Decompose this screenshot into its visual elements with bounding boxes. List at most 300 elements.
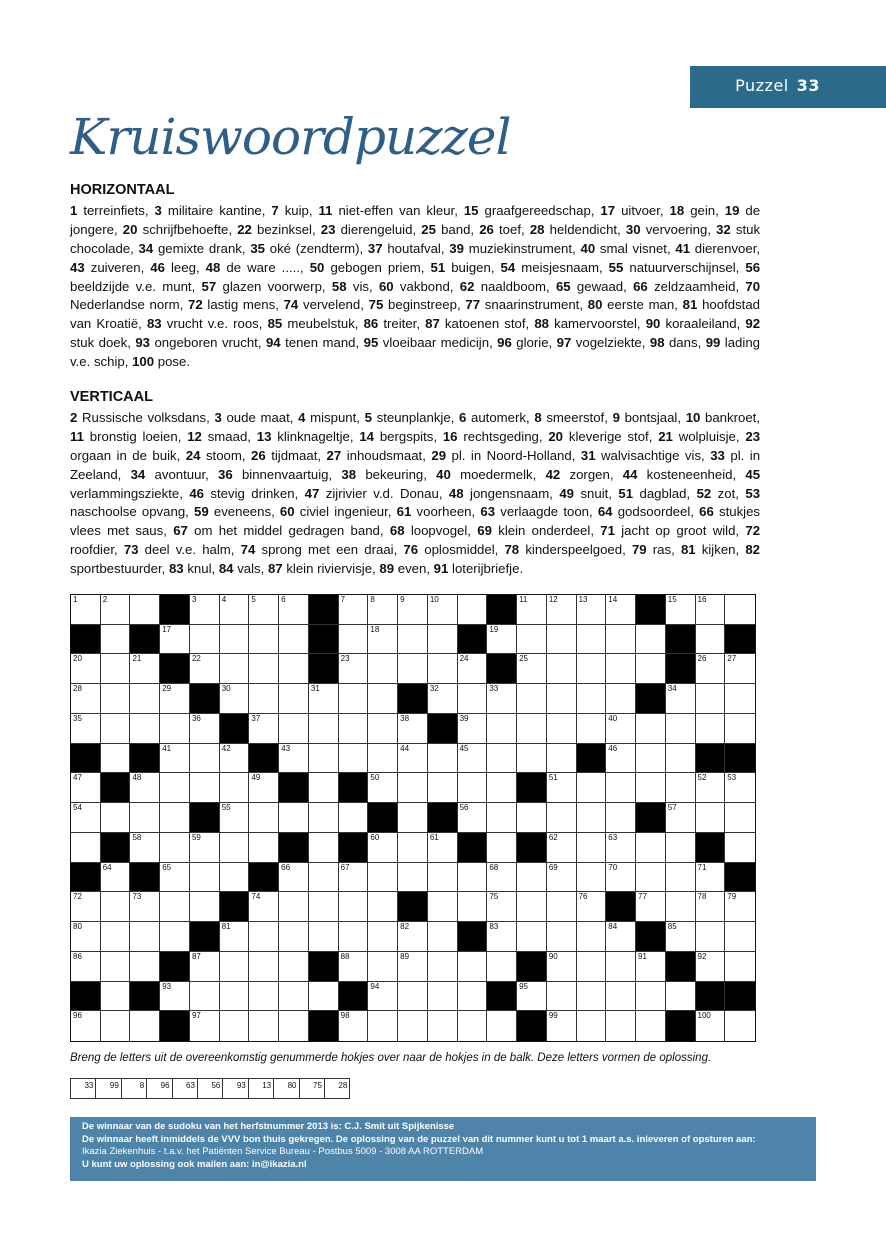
- grid-cell[interactable]: [458, 952, 488, 982]
- grid-cell[interactable]: [190, 892, 220, 922]
- grid-cell[interactable]: [398, 744, 428, 774]
- grid-cell[interactable]: [101, 714, 131, 744]
- grid-cell[interactable]: [636, 654, 666, 684]
- grid-cell[interactable]: [428, 952, 458, 982]
- grid-cell[interactable]: [577, 863, 607, 893]
- grid-cell[interactable]: [101, 744, 131, 774]
- grid-cell[interactable]: [577, 773, 607, 803]
- grid-cell[interactable]: [71, 922, 101, 952]
- grid-cell[interactable]: [190, 744, 220, 774]
- grid-cell[interactable]: [487, 952, 517, 982]
- grid-cell[interactable]: [517, 684, 547, 714]
- grid-cell[interactable]: [696, 863, 726, 893]
- grid-cell[interactable]: [636, 714, 666, 744]
- grid-cell[interactable]: [220, 744, 250, 774]
- solution-box[interactable]: [300, 1079, 325, 1099]
- grid-cell[interactable]: [190, 625, 220, 655]
- grid-cell[interactable]: [220, 654, 250, 684]
- grid-cell[interactable]: [190, 1011, 220, 1041]
- grid-cell[interactable]: [220, 625, 250, 655]
- grid-cell[interactable]: [368, 922, 398, 952]
- grid-cell[interactable]: [636, 773, 666, 803]
- grid-cell[interactable]: [458, 684, 488, 714]
- grid-cell[interactable]: [249, 952, 279, 982]
- solution-box[interactable]: [198, 1079, 223, 1099]
- grid-cell[interactable]: [428, 833, 458, 863]
- cell-number: 8: [370, 595, 375, 604]
- grid-cell[interactable]: [71, 952, 101, 982]
- grid-cell[interactable]: [279, 1011, 309, 1041]
- grid-cell[interactable]: [249, 982, 279, 1012]
- grid-cell[interactable]: [577, 833, 607, 863]
- grid-cell[interactable]: [666, 803, 696, 833]
- grid-cell[interactable]: [487, 714, 517, 744]
- grid-cell[interactable]: [636, 833, 666, 863]
- grid-cell[interactable]: [696, 684, 726, 714]
- horizontal-clue-number: 95: [363, 335, 379, 351]
- grid-cell[interactable]: [130, 922, 160, 952]
- grid-cell[interactable]: [309, 803, 339, 833]
- grid-cell[interactable]: [606, 744, 636, 774]
- grid-cell[interactable]: [696, 773, 726, 803]
- grid-cell[interactable]: [577, 595, 607, 625]
- grid-cell[interactable]: [309, 922, 339, 952]
- grid-cell[interactable]: [190, 595, 220, 625]
- grid-cell[interactable]: [101, 595, 131, 625]
- grid-cell[interactable]: [71, 595, 101, 625]
- grid-cell[interactable]: [190, 714, 220, 744]
- grid-cell[interactable]: [636, 863, 666, 893]
- grid-cell[interactable]: [458, 803, 488, 833]
- grid-cell[interactable]: [309, 773, 339, 803]
- grid-cell[interactable]: [606, 982, 636, 1012]
- grid-cell[interactable]: [666, 684, 696, 714]
- grid-cell[interactable]: [547, 952, 577, 982]
- grid-cell[interactable]: [160, 892, 190, 922]
- grid-cell[interactable]: [577, 714, 607, 744]
- grid-cell[interactable]: [725, 922, 755, 952]
- grid-cell[interactable]: [547, 625, 577, 655]
- grid-cell[interactable]: [309, 833, 339, 863]
- grid-cell[interactable]: [666, 744, 696, 774]
- solution-box[interactable]: [71, 1079, 96, 1099]
- grid-cell[interactable]: [309, 892, 339, 922]
- grid-cell[interactable]: [696, 654, 726, 684]
- grid-cell[interactable]: [696, 714, 726, 744]
- grid-cell[interactable]: [577, 922, 607, 952]
- grid-cell[interactable]: [309, 714, 339, 744]
- grid-cell[interactable]: [458, 982, 488, 1012]
- grid-cell[interactable]: [547, 833, 577, 863]
- grid-cell[interactable]: [517, 595, 547, 625]
- horizontal-clue-number: 46: [150, 259, 165, 275]
- grid-cell[interactable]: [368, 595, 398, 625]
- grid-cell[interactable]: [517, 625, 547, 655]
- grid-cell[interactable]: [279, 654, 309, 684]
- solution-box[interactable]: [249, 1079, 274, 1099]
- grid-cell[interactable]: [160, 625, 190, 655]
- grid-cell[interactable]: [249, 595, 279, 625]
- grid-cell[interactable]: [487, 684, 517, 714]
- grid-cell[interactable]: [725, 833, 755, 863]
- grid-cell[interactable]: [309, 744, 339, 774]
- grid-cell[interactable]: [398, 863, 428, 893]
- grid-cell[interactable]: [368, 684, 398, 714]
- grid-cell[interactable]: [428, 684, 458, 714]
- grid-cell[interactable]: [279, 952, 309, 982]
- grid-cell[interactable]: [398, 952, 428, 982]
- grid-cell[interactable]: [666, 833, 696, 863]
- grid-cell[interactable]: [160, 803, 190, 833]
- grid-cell[interactable]: [606, 922, 636, 952]
- grid-cell[interactable]: [101, 952, 131, 982]
- grid-cell[interactable]: [487, 863, 517, 893]
- grid-cell[interactable]: [458, 1011, 488, 1041]
- grid-cell[interactable]: [547, 744, 577, 774]
- grid-cell[interactable]: [517, 803, 547, 833]
- grid-cell[interactable]: [220, 1011, 250, 1041]
- grid-cell[interactable]: [696, 595, 726, 625]
- grid-cell[interactable]: [606, 1011, 636, 1041]
- grid-cell[interactable]: [458, 744, 488, 774]
- grid-cell[interactable]: [725, 892, 755, 922]
- grid-cell[interactable]: [398, 922, 428, 952]
- grid-cell[interactable]: [458, 714, 488, 744]
- grid-cell[interactable]: [220, 595, 250, 625]
- grid-cell[interactable]: [101, 625, 131, 655]
- grid-cell[interactable]: [249, 654, 279, 684]
- grid-cell[interactable]: [249, 922, 279, 952]
- grid-cell[interactable]: [339, 625, 369, 655]
- grid-cell[interactable]: [368, 654, 398, 684]
- grid-cell[interactable]: [636, 952, 666, 982]
- grid-cell[interactable]: [279, 625, 309, 655]
- grid-cell[interactable]: [339, 803, 369, 833]
- solution-box[interactable]: [147, 1079, 172, 1099]
- grid-cell[interactable]: [130, 595, 160, 625]
- grid-cell[interactable]: [725, 773, 755, 803]
- grid-cell[interactable]: [101, 654, 131, 684]
- grid-cell[interactable]: [160, 684, 190, 714]
- grid-cell[interactable]: [368, 863, 398, 893]
- grid-cell[interactable]: [368, 744, 398, 774]
- grid-cell[interactable]: [577, 952, 607, 982]
- grid-cell[interactable]: [606, 833, 636, 863]
- grid-cell[interactable]: [368, 892, 398, 922]
- grid-cell[interactable]: [160, 714, 190, 744]
- grid-cell[interactable]: [606, 595, 636, 625]
- grid-cell[interactable]: [547, 684, 577, 714]
- grid-cell[interactable]: [666, 714, 696, 744]
- grid-cell[interactable]: [249, 1011, 279, 1041]
- grid-cell[interactable]: [249, 714, 279, 744]
- solution-bar[interactable]: [70, 1078, 350, 1099]
- grid-cell[interactable]: [101, 892, 131, 922]
- black-cell: [666, 654, 696, 684]
- grid-cell[interactable]: [636, 982, 666, 1012]
- solution-box[interactable]: [122, 1079, 147, 1099]
- grid-cell[interactable]: [547, 803, 577, 833]
- grid-cell[interactable]: [725, 714, 755, 744]
- grid-cell[interactable]: [696, 803, 726, 833]
- grid-cell[interactable]: [487, 744, 517, 774]
- grid-cell[interactable]: [339, 1011, 369, 1041]
- grid-cell[interactable]: [725, 684, 755, 714]
- grid-cell[interactable]: [487, 803, 517, 833]
- grid-cell[interactable]: [487, 833, 517, 863]
- grid-cell[interactable]: [160, 773, 190, 803]
- grid-cell[interactable]: [428, 625, 458, 655]
- grid-cell[interactable]: [666, 773, 696, 803]
- grid-cell[interactable]: [487, 625, 517, 655]
- grid-cell[interactable]: [577, 625, 607, 655]
- grid-cell[interactable]: [339, 595, 369, 625]
- grid-cell[interactable]: [606, 714, 636, 744]
- grid-cell[interactable]: [160, 922, 190, 952]
- grid-cell[interactable]: [577, 654, 607, 684]
- grid-cell[interactable]: [220, 922, 250, 952]
- grid-cell[interactable]: [577, 684, 607, 714]
- grid-cell[interactable]: [101, 1011, 131, 1041]
- grid-cell[interactable]: [130, 803, 160, 833]
- grid-cell[interactable]: [458, 773, 488, 803]
- grid-cell[interactable]: [696, 922, 726, 952]
- grid-cell[interactable]: [398, 982, 428, 1012]
- grid-cell[interactable]: [428, 892, 458, 922]
- grid-cell[interactable]: [517, 654, 547, 684]
- grid-cell[interactable]: [458, 654, 488, 684]
- grid-cell[interactable]: [160, 982, 190, 1012]
- grid-cell[interactable]: [339, 892, 369, 922]
- grid-cell[interactable]: [666, 595, 696, 625]
- grid-cell[interactable]: [666, 892, 696, 922]
- grid-cell[interactable]: [249, 803, 279, 833]
- grid-cell[interactable]: [101, 922, 131, 952]
- grid-cell[interactable]: [220, 863, 250, 893]
- grid-cell[interactable]: [547, 714, 577, 744]
- grid-cell[interactable]: [517, 714, 547, 744]
- grid-cell[interactable]: [190, 654, 220, 684]
- grid-cell[interactable]: [249, 684, 279, 714]
- grid-cell[interactable]: [71, 714, 101, 744]
- grid-cell[interactable]: [339, 714, 369, 744]
- grid-cell[interactable]: [428, 1011, 458, 1041]
- grid-cell[interactable]: [160, 833, 190, 863]
- solution-box[interactable]: [325, 1079, 350, 1099]
- grid-cell[interactable]: [458, 863, 488, 893]
- grid-cell[interactable]: [517, 922, 547, 952]
- solution-box[interactable]: [274, 1079, 299, 1099]
- grid-cell[interactable]: [368, 625, 398, 655]
- grid-cell[interactable]: [71, 1011, 101, 1041]
- grid-cell[interactable]: [398, 714, 428, 744]
- grid-cell[interactable]: [636, 1011, 666, 1041]
- grid-cell[interactable]: [220, 684, 250, 714]
- grid-cell[interactable]: [458, 892, 488, 922]
- grid-cell[interactable]: [190, 982, 220, 1012]
- grid-cell[interactable]: [130, 833, 160, 863]
- grid-cell[interactable]: [71, 892, 101, 922]
- grid-cell[interactable]: [130, 684, 160, 714]
- grid-cell[interactable]: [309, 863, 339, 893]
- grid-cell[interactable]: [368, 1011, 398, 1041]
- grid-cell[interactable]: [130, 654, 160, 684]
- grid-cell[interactable]: [339, 863, 369, 893]
- grid-cell[interactable]: [547, 982, 577, 1012]
- grid-cell[interactable]: [606, 773, 636, 803]
- grid-cell[interactable]: [666, 982, 696, 1012]
- grid-cell[interactable]: [606, 952, 636, 982]
- grid-cell[interactable]: [220, 803, 250, 833]
- grid-cell[interactable]: [577, 1011, 607, 1041]
- grid-cell[interactable]: [725, 952, 755, 982]
- grid-cell[interactable]: [428, 773, 458, 803]
- grid-cell[interactable]: [249, 773, 279, 803]
- grid-cell[interactable]: [339, 684, 369, 714]
- grid-cell[interactable]: [487, 773, 517, 803]
- grid-cell[interactable]: [636, 625, 666, 655]
- grid-cell[interactable]: [101, 982, 131, 1012]
- grid-cell[interactable]: [666, 863, 696, 893]
- grid-cell[interactable]: [398, 625, 428, 655]
- grid-cell[interactable]: [606, 625, 636, 655]
- grid-cell[interactable]: [428, 654, 458, 684]
- grid-cell[interactable]: [428, 744, 458, 774]
- grid-cell[interactable]: [725, 803, 755, 833]
- crossword-grid[interactable]: [70, 594, 756, 1042]
- grid-cell[interactable]: [547, 863, 577, 893]
- grid-cell[interactable]: [696, 892, 726, 922]
- grid-cell[interactable]: [190, 773, 220, 803]
- grid-cell[interactable]: [220, 833, 250, 863]
- solution-box[interactable]: [96, 1079, 121, 1099]
- grid-cell[interactable]: [368, 982, 398, 1012]
- grid-cell[interactable]: [190, 952, 220, 982]
- grid-cell[interactable]: [606, 803, 636, 833]
- grid-cell[interactable]: [428, 595, 458, 625]
- grid-cell[interactable]: [398, 773, 428, 803]
- grid-cell[interactable]: [398, 833, 428, 863]
- grid-cell[interactable]: [696, 952, 726, 982]
- grid-cell[interactable]: [368, 714, 398, 744]
- grid-cell[interactable]: [279, 714, 309, 744]
- grid-cell[interactable]: [339, 744, 369, 774]
- grid-cell[interactable]: [71, 803, 101, 833]
- grid-cell[interactable]: [309, 982, 339, 1012]
- grid-cell[interactable]: [220, 773, 250, 803]
- grid-cell[interactable]: [487, 922, 517, 952]
- grid-cell[interactable]: [696, 1011, 726, 1041]
- grid-cell[interactable]: [130, 714, 160, 744]
- grid-cell[interactable]: [547, 773, 577, 803]
- grid-cell[interactable]: [606, 654, 636, 684]
- grid-cell[interactable]: [487, 892, 517, 922]
- grid-cell[interactable]: [279, 982, 309, 1012]
- grid-cell[interactable]: [339, 654, 369, 684]
- grid-cell[interactable]: [339, 922, 369, 952]
- grid-cell[interactable]: [398, 803, 428, 833]
- grid-cell[interactable]: [220, 982, 250, 1012]
- grid-cell[interactable]: [368, 833, 398, 863]
- grid-cell[interactable]: [547, 1011, 577, 1041]
- grid-cell[interactable]: [101, 684, 131, 714]
- grid-cell[interactable]: [725, 654, 755, 684]
- grid-cell[interactable]: [249, 833, 279, 863]
- grid-cell[interactable]: [547, 595, 577, 625]
- grid-cell[interactable]: [487, 1011, 517, 1041]
- grid-cell[interactable]: [725, 1011, 755, 1041]
- grid-cell[interactable]: [577, 892, 607, 922]
- grid-cell[interactable]: [606, 863, 636, 893]
- grid-cell[interactable]: [309, 684, 339, 714]
- grid-cell[interactable]: [636, 744, 666, 774]
- grid-cell[interactable]: [666, 922, 696, 952]
- grid-cell[interactable]: [279, 803, 309, 833]
- grid-cell[interactable]: [368, 952, 398, 982]
- grid-cell[interactable]: [71, 833, 101, 863]
- grid-cell[interactable]: [636, 892, 666, 922]
- grid-cell[interactable]: [101, 863, 131, 893]
- grid-cell[interactable]: [577, 982, 607, 1012]
- grid-cell[interactable]: [279, 744, 309, 774]
- grid-cell[interactable]: [368, 773, 398, 803]
- solution-box-number: 93: [236, 1081, 246, 1090]
- grid-cell[interactable]: [547, 892, 577, 922]
- solution-box[interactable]: [223, 1079, 248, 1099]
- grid-cell[interactable]: [428, 863, 458, 893]
- grid-cell[interactable]: [398, 1011, 428, 1041]
- grid-cell[interactable]: [398, 654, 428, 684]
- grid-cell[interactable]: [71, 684, 101, 714]
- grid-cell[interactable]: [339, 952, 369, 982]
- grid-cell[interactable]: [160, 863, 190, 893]
- grid-cell[interactable]: [249, 625, 279, 655]
- grid-cell[interactable]: [71, 654, 101, 684]
- grid-cell[interactable]: [606, 684, 636, 714]
- grid-cell[interactable]: [398, 595, 428, 625]
- grid-cell[interactable]: [130, 952, 160, 982]
- grid-cell[interactable]: [577, 803, 607, 833]
- grid-cell[interactable]: [517, 892, 547, 922]
- grid-cell[interactable]: [279, 922, 309, 952]
- grid-cell[interactable]: [517, 982, 547, 1012]
- grid-cell[interactable]: [130, 773, 160, 803]
- grid-cell[interactable]: [428, 922, 458, 952]
- grid-cell[interactable]: [71, 773, 101, 803]
- grid-cell[interactable]: [279, 892, 309, 922]
- grid-cell[interactable]: [696, 625, 726, 655]
- grid-cell[interactable]: [220, 952, 250, 982]
- grid-cell[interactable]: [101, 803, 131, 833]
- grid-cell[interactable]: [517, 744, 547, 774]
- grid-cell[interactable]: [160, 744, 190, 774]
- grid-cell[interactable]: [190, 863, 220, 893]
- grid-cell[interactable]: [517, 863, 547, 893]
- grid-cell[interactable]: [279, 684, 309, 714]
- grid-cell[interactable]: [249, 892, 279, 922]
- solution-box[interactable]: [173, 1079, 198, 1099]
- grid-cell[interactable]: [279, 863, 309, 893]
- grid-cell[interactable]: [279, 595, 309, 625]
- grid-cell[interactable]: [130, 1011, 160, 1041]
- grid-cell[interactable]: [130, 892, 160, 922]
- grid-cell[interactable]: [428, 982, 458, 1012]
- grid-cell[interactable]: [458, 595, 488, 625]
- grid-cell[interactable]: [725, 595, 755, 625]
- grid-cell[interactable]: [190, 833, 220, 863]
- grid-cell[interactable]: [547, 654, 577, 684]
- grid-cell[interactable]: [547, 922, 577, 952]
